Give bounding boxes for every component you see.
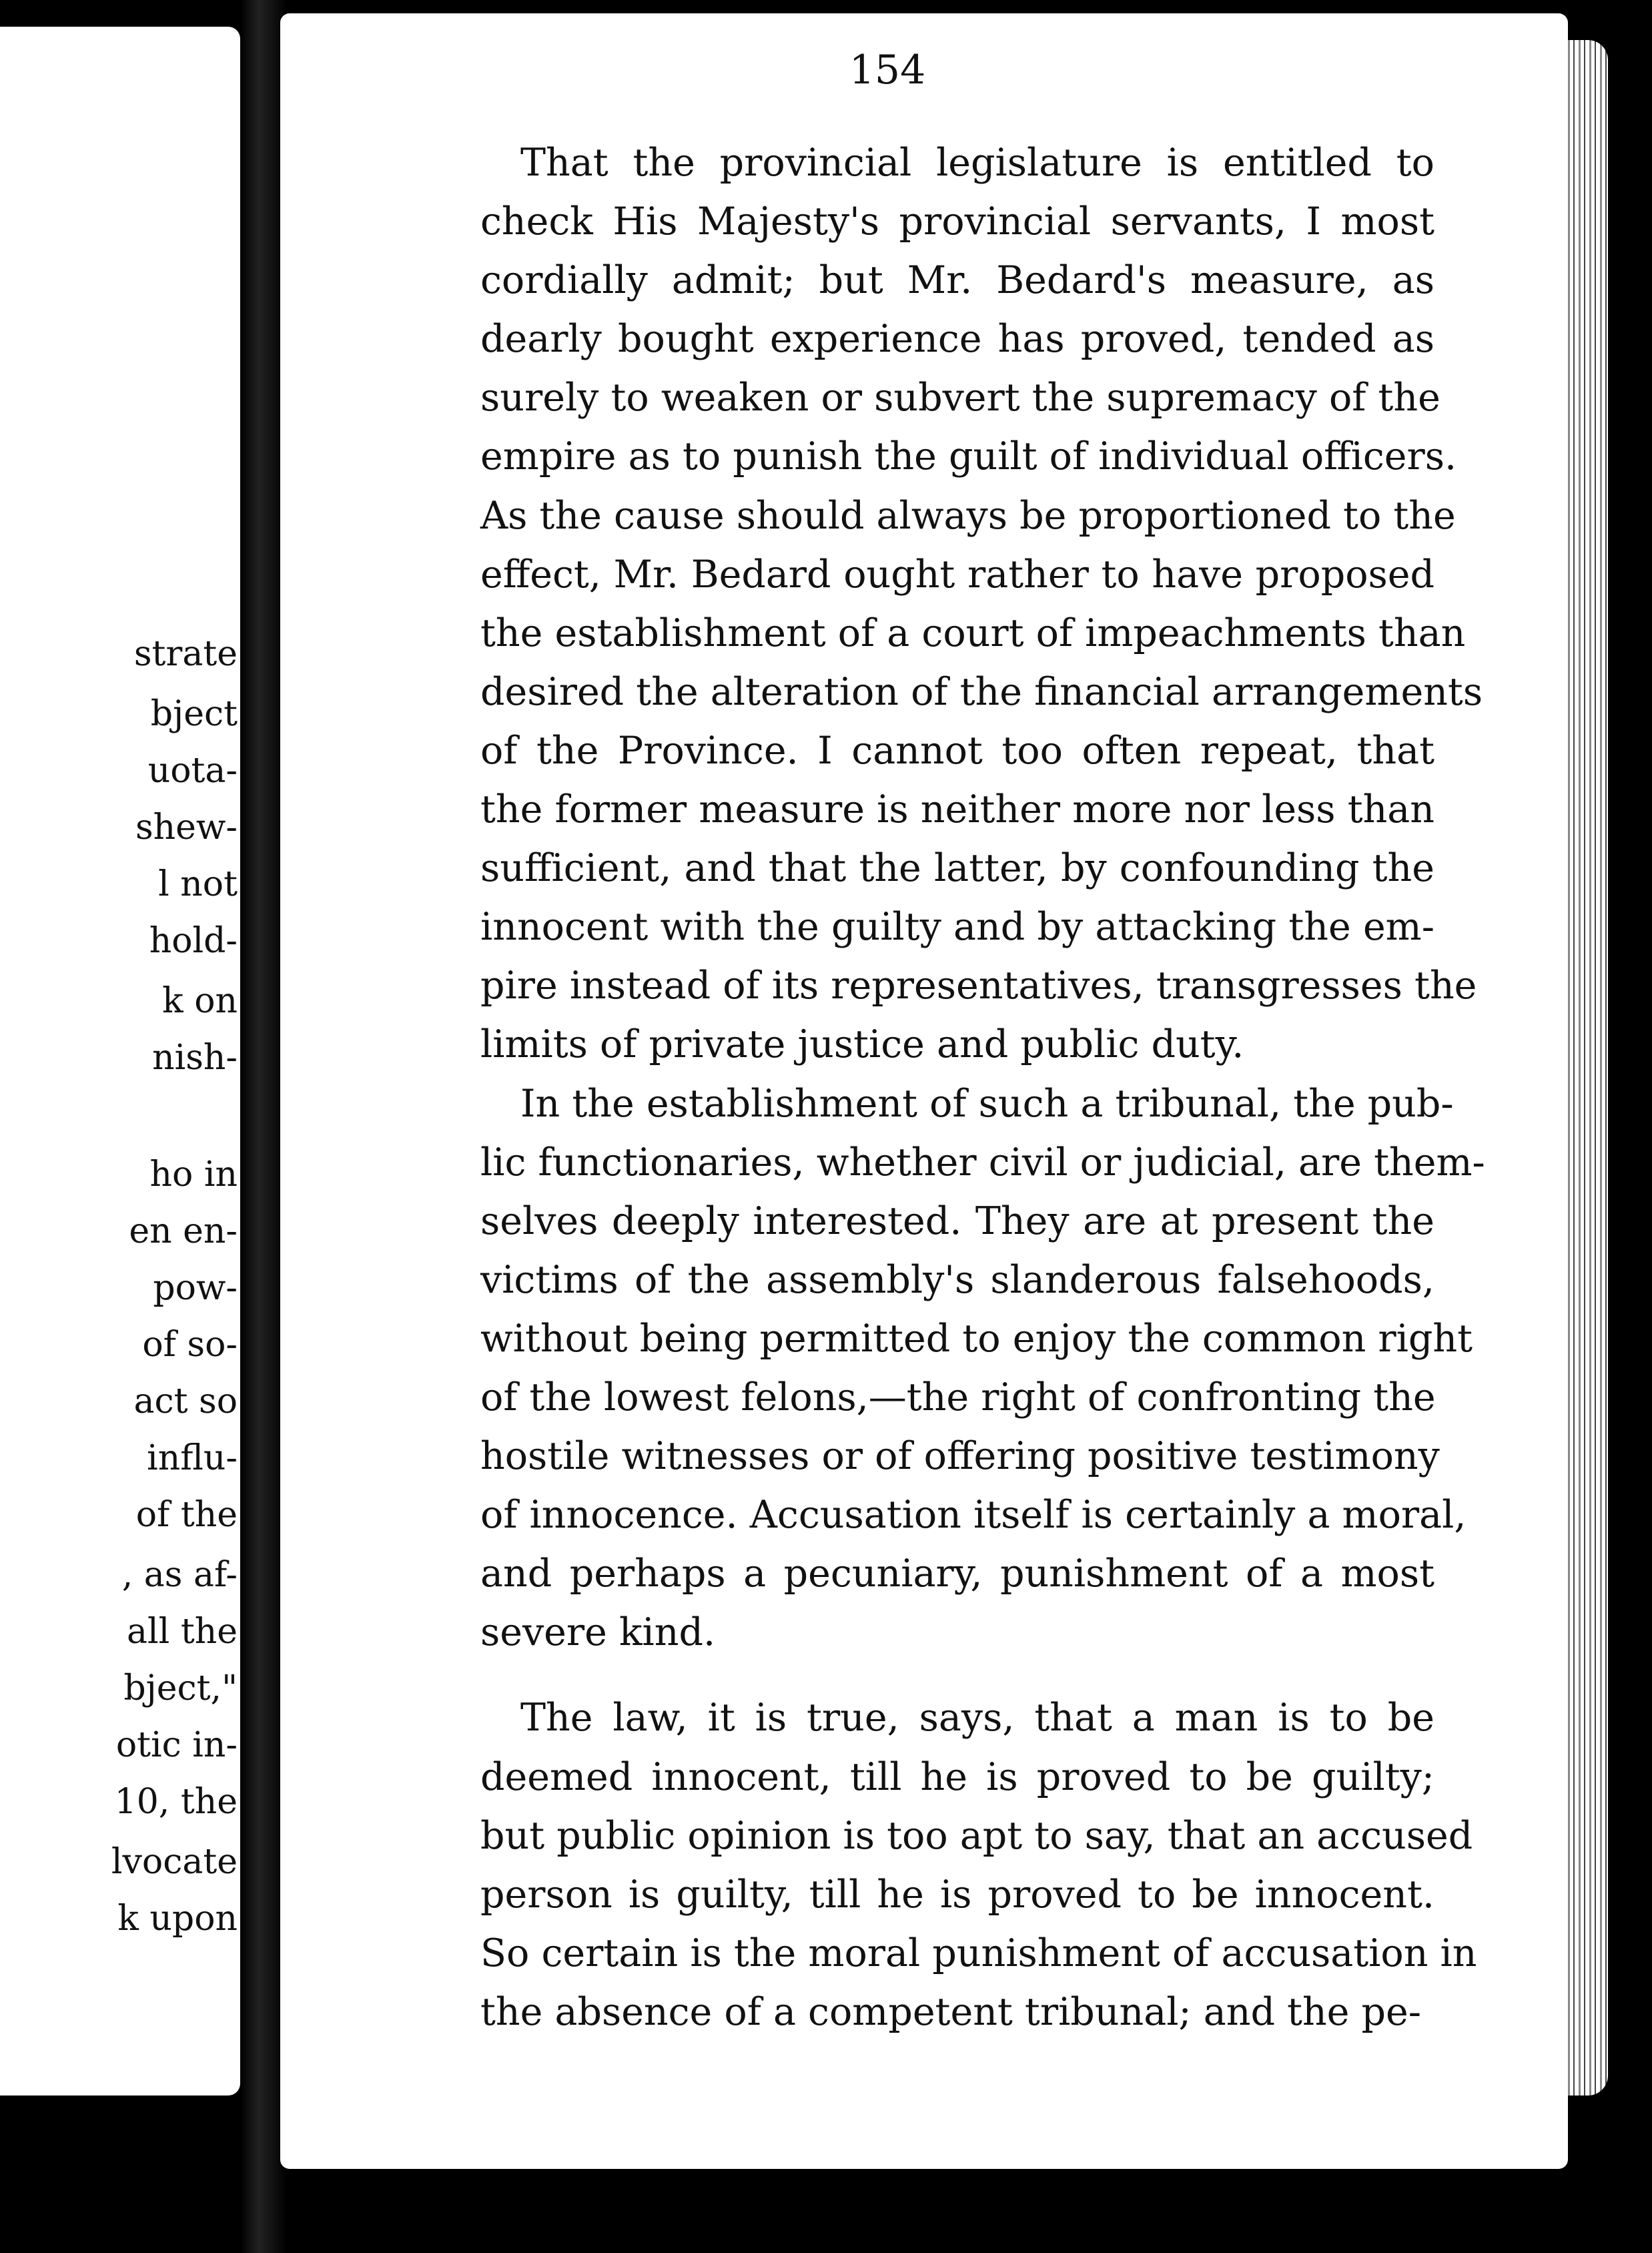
left-page-line: otic in- [115, 1725, 238, 1765]
left-page-line: act so [133, 1381, 238, 1421]
paragraph [440, 1074, 1485, 1662]
text-line: sufficient, and that the latter, by confounding the [480, 846, 1434, 891]
left-page-line: en en- [129, 1211, 238, 1251]
left-page-line: of so- [142, 1325, 238, 1365]
left-page-line: hold- [149, 921, 238, 961]
text-line: the former measure is neither more nor less than [480, 787, 1434, 832]
left-page-line: l not [158, 864, 238, 904]
text-line: hostile witnesses or of offering positive testimony [480, 1434, 1440, 1479]
text-line: innocent with the guilty and by attacking the em- [480, 905, 1434, 950]
left-page-line: , as af- [121, 1555, 238, 1595]
text-line: severe kind. [480, 1610, 716, 1655]
left-page-line: uota- [147, 751, 238, 791]
text-line: the establishment of a court of impeachments than [480, 611, 1466, 655]
left-page-line: ho in [149, 1155, 238, 1195]
left-page-line: influ- [147, 1438, 238, 1478]
text-line: The law, it is true, says, that a man is to be [520, 1696, 1434, 1740]
text-line: empire as to punish the guilt of individual officers. [480, 434, 1457, 479]
text-line: lic functionaries, whether civil or judicial, are them- [480, 1140, 1485, 1185]
text-line: of innocence. Accusation itself is certainly a moral, [480, 1493, 1467, 1538]
paragraph [440, 1688, 1477, 2041]
page-number: 154 [849, 47, 926, 93]
left-page-line: nish- [152, 1038, 238, 1078]
text-line: and perhaps a pecuniary, punishment of a most [480, 1552, 1434, 1596]
text-line: of the lowest felons,—the right of confronting the [480, 1375, 1436, 1419]
previous-page-fragment [0, 27, 240, 2096]
text-line: but public opinion is too apt to say, that an accused [480, 1813, 1473, 1858]
left-page-line: bject," [123, 1668, 238, 1708]
text-line: As the cause should always be proportioned to the [480, 493, 1456, 538]
text-line: without being permitted to enjoy the common right [480, 1316, 1473, 1361]
text-line: of the Province. I cannot too often repeat, that [480, 728, 1434, 773]
left-page-line: of the [135, 1495, 238, 1535]
left-page-line: all the [127, 1612, 238, 1652]
text-line: victims of the assembly's slanderous falsehoods, [480, 1257, 1434, 1302]
body-text [440, 133, 1485, 2041]
left-page-line: pow- [153, 1268, 238, 1308]
left-page-line: shew- [135, 808, 238, 848]
left-page-line: strate [133, 634, 238, 674]
text-line: So certain is the moral punishment of accusation in [480, 1931, 1477, 1975]
paragraph [440, 133, 1483, 1074]
text-line: dearly bought experience has proved, tended as [480, 317, 1434, 362]
text-line: surely to weaken or subvert the supremacy of the [480, 376, 1440, 420]
text-line: In the establishment of such a tribunal, the pub- [520, 1081, 1454, 1126]
left-page-line: k on [162, 981, 238, 1021]
text-line: cordially admit; but Mr. Bedard's measure, as [480, 258, 1434, 303]
text-line: desired the alteration of the financial arrangements [480, 669, 1483, 714]
text-line: the absence of a competent tribunal; and the pe- [480, 1989, 1421, 2034]
text-line: limits of private justice and public duty. [480, 1022, 1244, 1067]
left-page-line: k upon [117, 1899, 238, 1939]
left-page-line: lvocate [111, 1842, 238, 1882]
text-line: pire instead of its representatives, transgresses the [480, 964, 1477, 1008]
text-line: selves deeply interested. They are at present the [480, 1199, 1434, 1243]
text-line: deemed innocent, till he is proved to be guilty; [480, 1754, 1434, 1799]
text-line: That the provincial legislature is entitled to [520, 141, 1434, 185]
text-line: check His Majesty's provincial servants, I most [480, 200, 1434, 244]
left-page-line: bject [150, 694, 238, 734]
text-line: person is guilty, till he is proved to be innocent. [480, 1872, 1434, 1917]
left-page-line: 10, the [114, 1782, 238, 1822]
text-line: effect, Mr. Bedard ought rather to have proposed [480, 552, 1434, 597]
